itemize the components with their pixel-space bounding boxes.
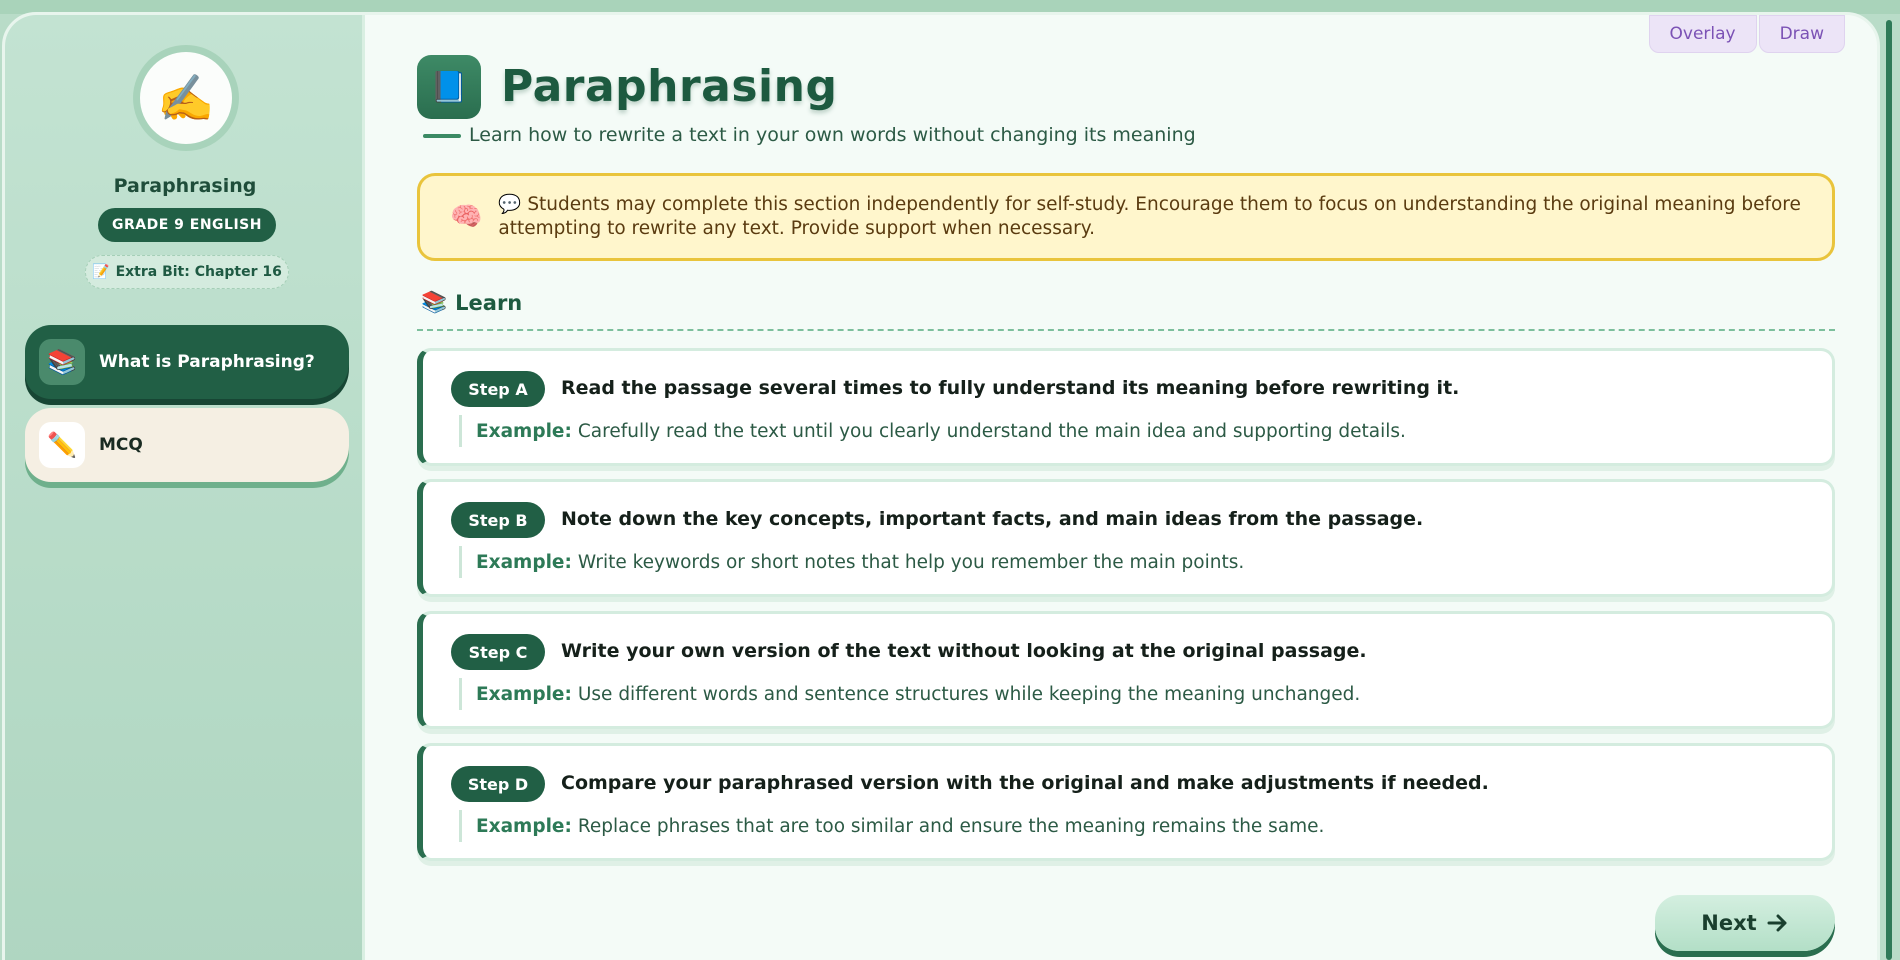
example-label: Example: [476, 420, 572, 442]
teacher-note [417, 173, 1835, 261]
chapter-chip [85, 255, 289, 289]
sidebar-item-label: What is Paraphrasing? [99, 352, 315, 372]
example-label: Example: [476, 551, 572, 573]
page-title: Paraphrasing [501, 61, 838, 112]
sidebar-item-mcq[interactable] [25, 408, 349, 482]
subtitle-accent-line [423, 134, 461, 138]
step-card-d [417, 743, 1835, 861]
step-example [459, 810, 1324, 842]
step-example [459, 546, 1244, 578]
books-icon: 📚 [39, 339, 85, 385]
sidebar-item-label: MCQ [99, 435, 143, 455]
step-badge: Step A [451, 371, 545, 407]
step-badge: Step D [451, 766, 545, 802]
app-frame [2, 12, 1880, 960]
step-text: Compare your paraphrased version with the original and make adjustments if needed. [561, 772, 1489, 794]
step-text: Read the passage several times to fully understand its meaning before rewriting it. [561, 377, 1460, 399]
step-example [459, 678, 1360, 710]
example-text: Replace phrases that are too similar and ensure the meaning remains the same. [577, 815, 1325, 837]
sidebar-title: Paraphrasing [113, 175, 257, 197]
step-example [459, 415, 1406, 447]
example-label: Example: [476, 683, 572, 705]
example-text: Write keywords or short notes that help you remember the main points. [577, 551, 1245, 573]
next-button[interactable] [1655, 895, 1835, 951]
avatar [133, 45, 239, 151]
books-icon: 📚 [421, 290, 448, 314]
brain-icon: 🧠 [450, 202, 483, 232]
example-label: Example: [476, 815, 572, 837]
learn-heading-label: Learn [455, 290, 523, 315]
step-card-b [417, 479, 1835, 597]
writing-hand-icon: ✍️ [140, 52, 232, 144]
speech-bubble-icon: 💬 [498, 194, 522, 215]
sidebar-item-what-is-paraphrasing[interactable] [25, 325, 349, 399]
step-card-a [417, 348, 1835, 466]
example-text: Carefully read the text until you clearly understand the main idea and supporting details. [577, 420, 1406, 442]
sidebar [5, 15, 365, 960]
step-text: Note down the key concepts, important facts, and main ideas from the passage. [561, 508, 1424, 530]
example-text: Use different words and sentence structures while keeping the meaning unchanged. [577, 683, 1361, 705]
main-content [417, 15, 1839, 960]
step-text: Write your own version of the text without looking at the original passage. [561, 640, 1367, 662]
overlay-button[interactable]: Overlay [1649, 15, 1757, 53]
arrow-right-icon [1767, 913, 1789, 933]
right-scroll-edge [1882, 20, 1900, 960]
step-badge: Step C [451, 634, 545, 670]
book-icon: 📘 [417, 55, 481, 119]
next-button-label: Next [1701, 911, 1757, 935]
page-subtitle: Learn how to rewrite a text in your own words without changing its meaning [469, 124, 1196, 146]
memo-icon: 📝 [92, 264, 110, 280]
chapter-chip-label: Extra Bit: Chapter 16 [115, 264, 282, 280]
pencil-icon: ✏️ [39, 422, 85, 468]
learn-heading [421, 290, 522, 315]
step-badge: Step B [451, 502, 545, 538]
draw-button[interactable]: Draw [1759, 15, 1845, 53]
step-card-c [417, 611, 1835, 729]
grade-badge: GRADE 9 ENGLISH [98, 208, 276, 242]
teacher-note-text: Students may complete this section independently for self-study. Encourage them to focus on understanding the original meaning before attempting to rewrite any text. Provide support when necessary. [498, 194, 1801, 239]
section-divider [417, 329, 1835, 331]
